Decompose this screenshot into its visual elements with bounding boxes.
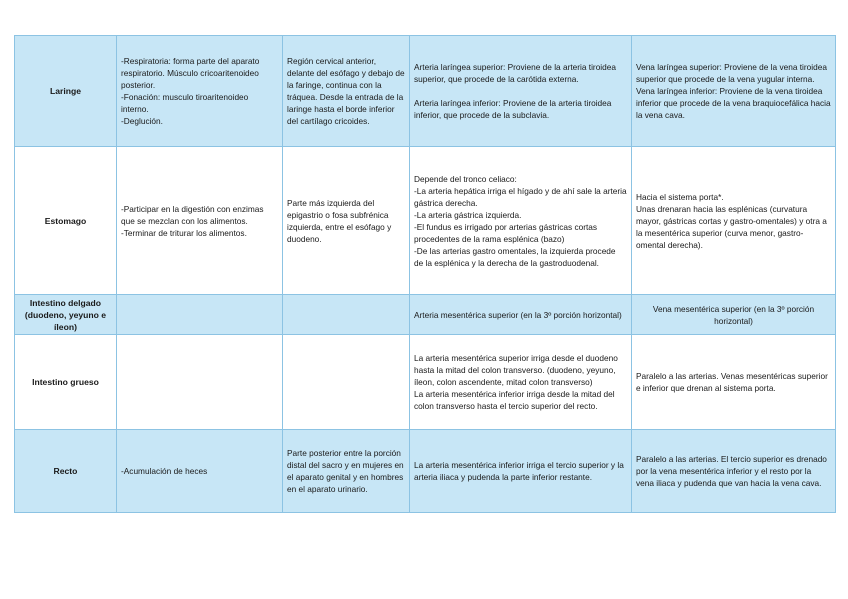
organ-name-cell: Laringe (15, 36, 117, 147)
table-row-intestino-grueso (15, 335, 836, 430)
organ-table (14, 35, 836, 513)
arteries-cell: La arteria mesentérica superior irriga desde el duodeno hasta la mitad del colon transverso. (duodeno, yeyuno, íleon, colon ascendente, mitad colon transverso) La arteria mesentérica inferior irriga desde la mitad del colon transverso hasta el tercio superior del recto. (410, 335, 632, 430)
arteries-cell: Arteria laríngea superior: Proviene de la arteria tiroidea superior, que procede de la carótida externa. Arteria laríngea inferior: Proviene de la arteria tiroidea inferior, que procede de la subclavia. (410, 36, 632, 147)
function-cell (117, 335, 283, 430)
organ-name-cell: Recto (15, 430, 117, 513)
location-cell (283, 295, 410, 335)
location-cell: Parte más izquierda del epigastrio o fosa subfrénica izquierda, entre el esófago y duodeno. (283, 147, 410, 295)
table-row-intestino-delgado (15, 295, 836, 335)
function-cell: -Respiratoria: forma parte del aparato respiratorio. Músculo cricoaritenoideo posterior. -Fonación: musculo tiroaritenoideo interno. -Deglución. (117, 36, 283, 147)
organ-name-cell: Intestino delgado (duodeno, yeyuno e íleon) (15, 295, 117, 335)
location-cell: Parte posterior entre la porción distal del sacro y en mujeres en el aparato genital y en hombres en el aparato urinario. (283, 430, 410, 513)
arteries-cell: Depende del tronco celiaco: -La arteria hepática irriga el hígado y de ahí sale la arteria gástrica derecha. -La arteria gástrica izquierda. -El fundus es irrigado por arterias gástricas cortas procedentes de la rama esplénica (bazo) -De las arterias gastro omentales, la izquierda procede de la esplénica y la derecha de la gastroduodenal. (410, 147, 632, 295)
organ-name-cell: Estomago (15, 147, 117, 295)
veins-cell: Hacia el sistema porta*. Unas drenaran hacia las esplénicas (curvatura mayor, gástricas cortas y gastro-omentales) y otra a la mesentérica superior (curva menor, gastro-omental derecha). (632, 147, 836, 295)
table-row-laringe (15, 36, 836, 147)
arteries-cell: La arteria mesentérica inferior irriga el tercio superior y la arteria iliaca y pudenda la parte inferior restante. (410, 430, 632, 513)
table-row-recto (15, 430, 836, 513)
location-cell (283, 335, 410, 430)
veins-cell: Vena laríngea superior: Proviene de la vena tiroidea superior que procede de la vena yugular interna. Vena laríngea inferior: Proviene de la vena tiroidea inferior que procede de la vena braquiocefálica hacia la vena cava. (632, 36, 836, 147)
veins-cell: Vena mesentérica superior (en la 3º porción horizontal) (632, 295, 836, 335)
function-cell (117, 295, 283, 335)
arteries-cell: Arteria mesentérica superior (en la 3º porción horizontal) (410, 295, 632, 335)
veins-cell: Paralelo a las arterias. El tercio superior es drenado por la vena mesentérica inferior y el resto por la vena iliaca y pudenda que van hacia la vena cava. (632, 430, 836, 513)
function-cell: -Acumulación de heces (117, 430, 283, 513)
veins-cell: Paralelo a las arterias. Venas mesentéricas superior e inferior que drenan al sistema porta. (632, 335, 836, 430)
function-cell: -Participar en la digestión con enzimas que se mezclan con los alimentos. -Terminar de triturar los alimentos. (117, 147, 283, 295)
location-cell: Región cervical anterior, delante del esófago y debajo de la faringe, continua con la tráquea. Desde la entrada de la laringe hasta el borde inferior del cartílago cricoides. (283, 36, 410, 147)
organ-name-cell: Intestino grueso (15, 335, 117, 430)
table-row-estomago (15, 147, 836, 295)
